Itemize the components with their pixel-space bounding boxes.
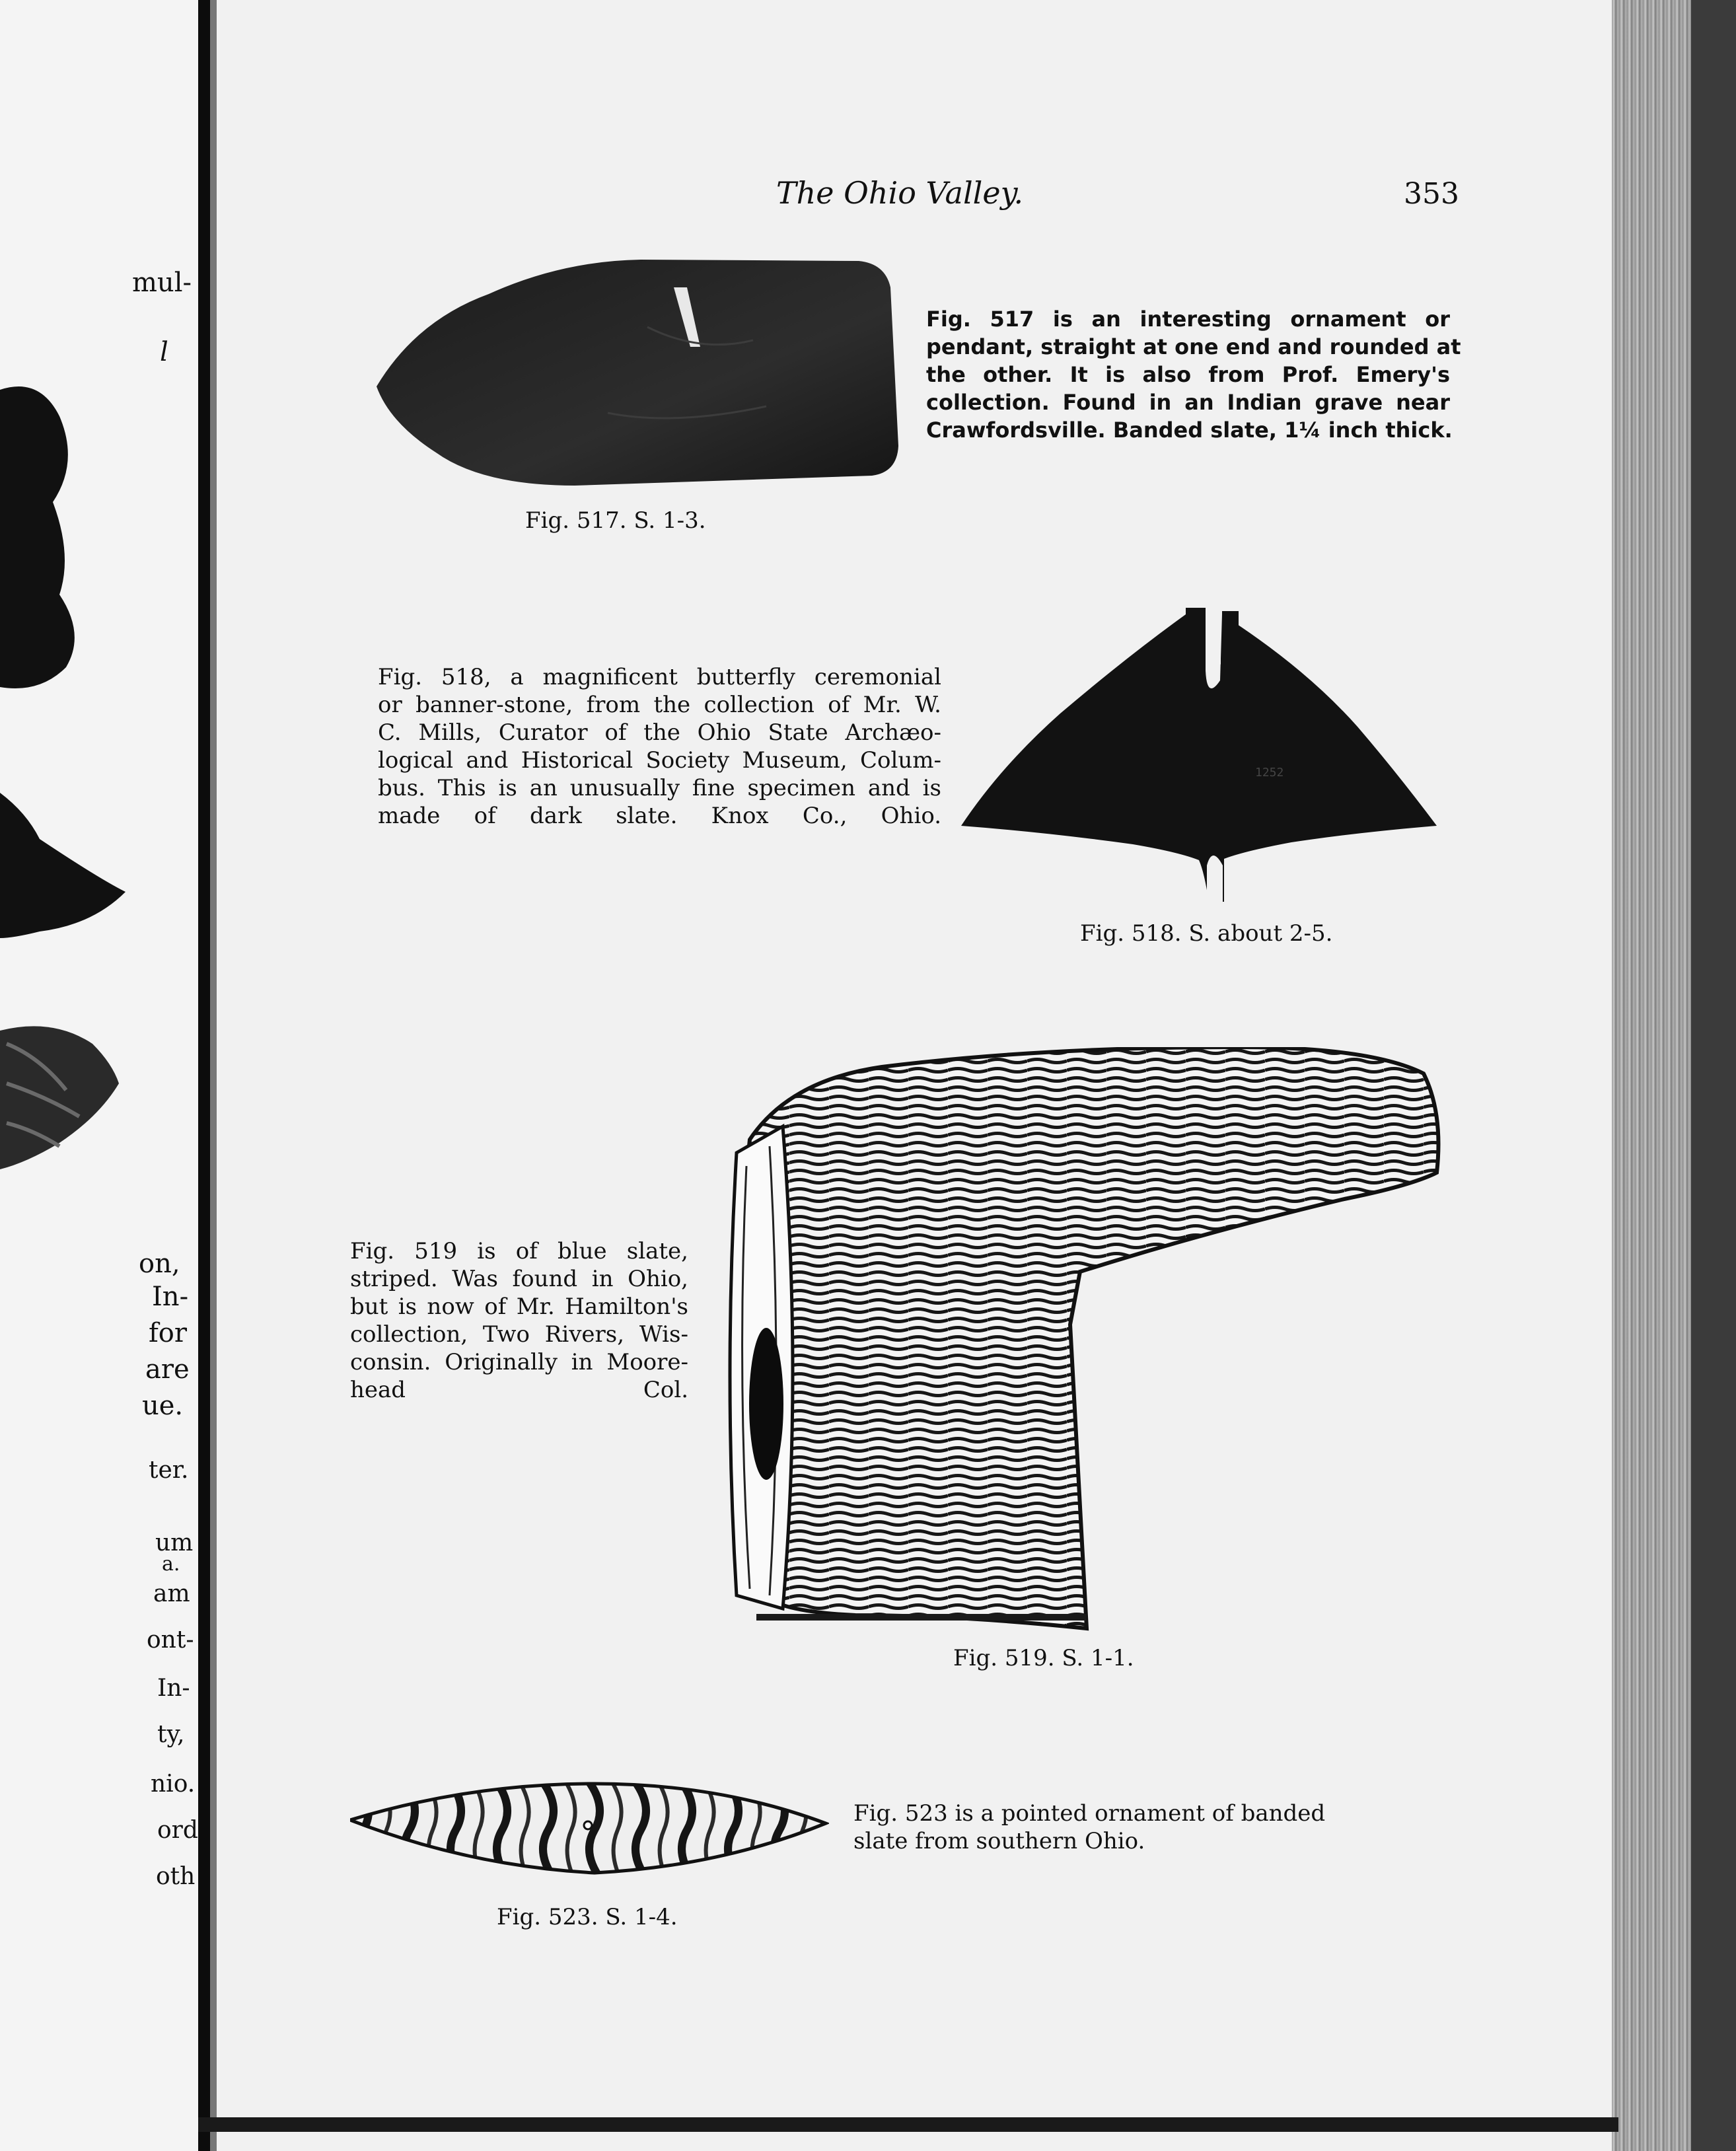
left-page-fragment: In- [157,1675,190,1702]
text-line: collection. Found in an Indian grave near [926,390,1450,415]
book-gutter [198,0,210,2151]
text-line: slate from southern Ohio. [853,1828,1145,1854]
page-number: 353 [1404,177,1459,211]
figure-518-description [378,663,941,830]
figure-523-caption: Fig. 523. S. 1-4. [497,1904,678,1930]
left-page-fragment: mul- [132,268,192,298]
left-page-fragment: ont- [147,1626,194,1654]
figure-518-butterfly-bannerstone [961,601,1443,908]
text-line: but is now of Mr. Hamilton's [350,1294,688,1320]
left-page-fragment: um [155,1529,194,1556]
figure-523-pointed-ornament [350,1780,829,1879]
figure-518-caption: Fig. 518. S. about 2-5. [1080,920,1333,947]
left-page-fragment: l [160,337,168,367]
text-line: bus. This is an unusually fine specimen and is [378,775,941,801]
text-line: Crawfordsville. Banded slate, 1¼ inch thick. [926,418,1453,443]
figure-517-pendant [357,248,912,502]
text-line: the other. It is also from Prof. Emery's [926,362,1450,387]
left-page-fragment: ty, [157,1721,185,1748]
left-page-fragment: In- [152,1282,189,1312]
book-gutter-shadow [210,0,217,2151]
left-page-fragment: oth [156,1863,196,1890]
text-line: collection, Two Rivers, Wis- [350,1321,688,1348]
text-line: logical and Historical Society Museum, Colum- [378,747,941,774]
svg-text:1252: 1252 [1255,766,1284,780]
text-line: C. Mills, Curator of the Ohio State Archæo- [378,719,941,746]
figure-519-slate-ornament [710,1047,1450,1642]
text-line: Fig. 517 is an interesting ornament or [926,307,1450,332]
page-bottom-edge [198,2117,1618,2132]
figure-517-description [926,305,1461,444]
text-line: striped. Was found in Ohio, [350,1266,688,1292]
left-page-fragment: nio. [151,1770,196,1798]
text-line: Fig. 523 is a pointed ornament of banded [853,1800,1326,1827]
left-page-fragment: ter. [149,1457,189,1484]
running-head: The Ohio Valley. [776,175,1024,211]
text-line: head Col. [350,1377,688,1403]
left-page-fragment: are [145,1354,190,1385]
figure-523-description [853,1800,1440,1855]
left-page-fragment: on, [139,1249,180,1279]
text-line: Fig. 518, a magnificent butterfly ceremonial [378,664,941,690]
figure-519-description [350,1237,688,1404]
left-facing-page [0,0,198,2151]
text-line: Fig. 519 is of blue slate, [350,1238,688,1264]
text-line: made of dark slate. Knox Co., Ohio. [378,803,941,829]
left-page-fragment: ord [157,1817,198,1844]
figure-519-caption: Fig. 519. S. 1-1. [953,1645,1134,1671]
figure-517-caption: Fig. 517. S. 1-3. [525,507,706,534]
left-page-fragment: a. [162,1552,180,1576]
left-page-fragment: am [153,1580,190,1607]
page-edges-shadow [1691,0,1736,2151]
text-line: pendant, straight at one end and rounded at [926,334,1461,359]
left-page-fragment: for [149,1318,188,1348]
left-page-fragment: ue. [142,1391,184,1421]
text-line: or banner-stone, from the collection of Mr. W. [378,692,941,718]
text-line: consin. Originally in Moore- [350,1349,688,1375]
